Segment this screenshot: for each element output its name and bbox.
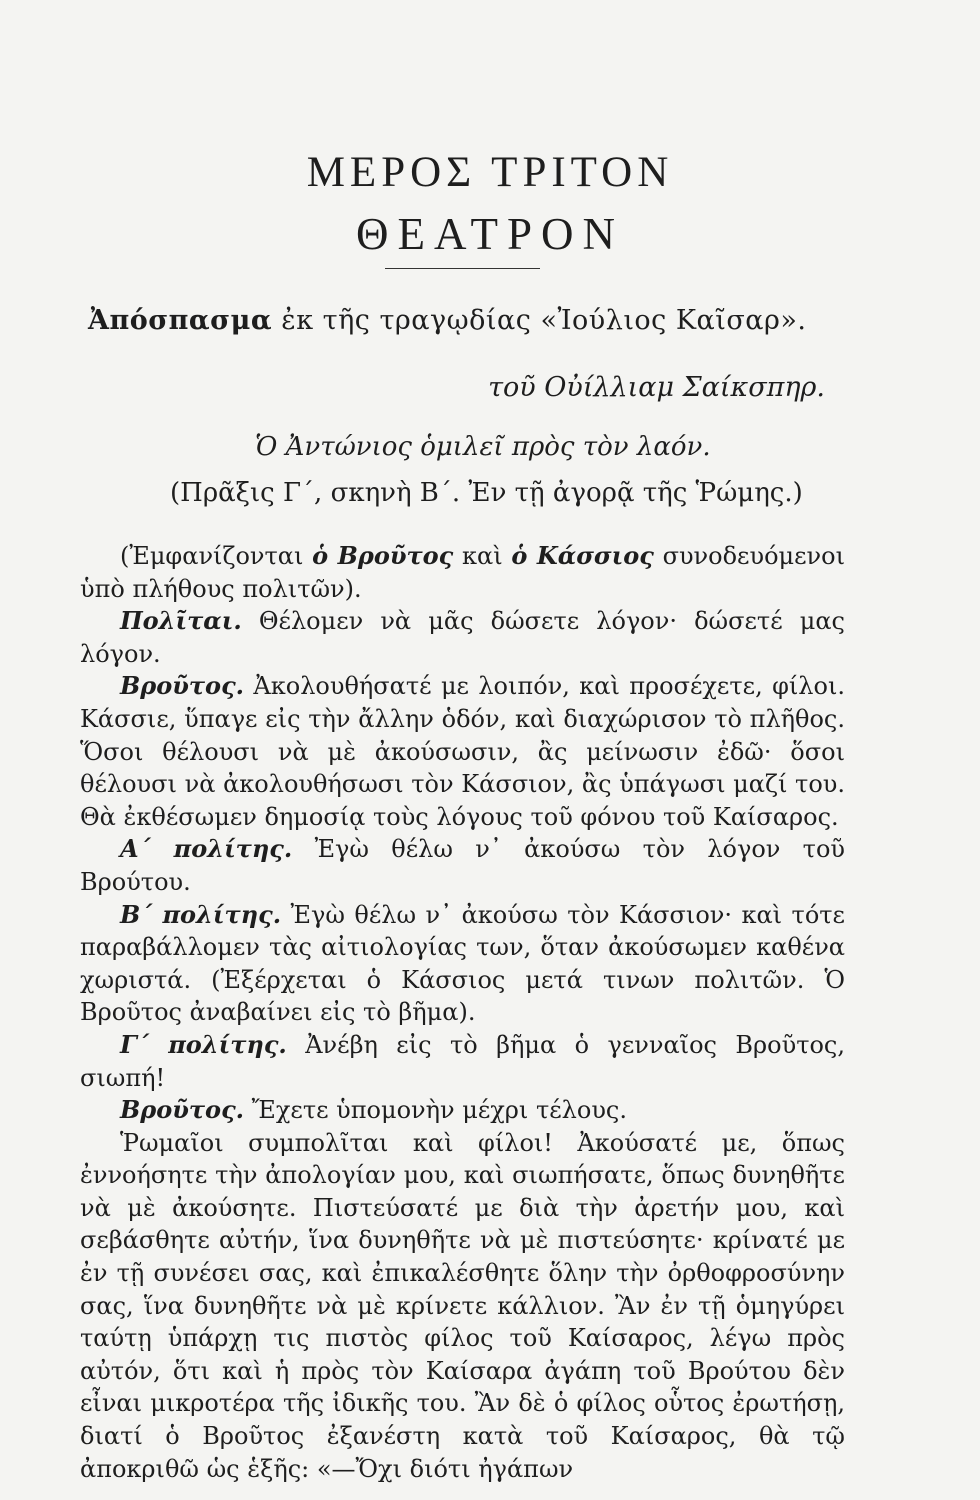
- dialogue-line: Γ΄ πολίτης. Ἀνέβη εἰς τὸ βῆμα ὁ γενναῖος Βροῦτος, σιωπή!: [80, 1029, 845, 1092]
- play-text: [80, 540, 845, 1485]
- scene-heading: Ὁ Ἀντώνιος ὁμιλεῖ πρὸς τὸν λαόν.: [255, 432, 711, 462]
- speaker-name: Βροῦτος.: [120, 671, 245, 701]
- dialogue-line: Α΄ πολίτης. Ἐγὼ θέλω ν᾿ ἀκούσω τὸν λόγον τοῦ Βρούτου.: [80, 834, 845, 896]
- excerpt-heading: [88, 305, 868, 336]
- section-title: ΘΕΑΤΡΟΝ: [355, 209, 625, 259]
- dialogue-line: Βροῦτος. Ἀκολουθήσατέ με λοιπόν, καὶ προσέχετε, φίλοι. Κάσσιε, ὕπαγε εἰς τὴν ἄλλην ὁδόν, καὶ διαχώρισον τὸ πλῆθος. Ὅσοι θέλουσι νὰ μὲ ἀκούσωσιν, ἂς μείνωσιν ἐδῶ· ὅσοι θέλουσι νὰ ἀκολουθήσωσι τὸν Κάσσιον, ἂς ὑπάγωσι μαζί του. Θὰ ἐκθέσωμεν δημοσίᾳ τοὺς λόγους τοῦ φόνου τοῦ Καίσαρος.: [80, 671, 845, 831]
- speech-paragraph: Ῥωμαῖοι συμπολῖται καὶ φίλοι! Ἀκούσατέ με, ὅπως ἐννοήσητε τὴν ἀπολογίαν μου, καὶ σιωπήσατε, ὅπως δυνηθῆτε νὰ μὲ ἀκούσητε. Πιστεύσατέ με διὰ τὴν ἀρετήν μου, καὶ σεβάσθητε αὐτήν, ἵνα δυνηθῆτε νὰ μὲ πιστεύσητε· κρίνατέ με ἐν τῇ συνέσει σας, καὶ ἐπικαλέσθητε ὅλην τὴν ὀρθοφροσύνην σας, ἵνα δυνηθῆτε νὰ μὲ κρίνετε κάλλιον. Ἂν ἐν τῇ ὁμηγύρει ταύτῃ ὑπάρχῃ τις πιστὸς φίλος τοῦ Καίσαρος, λέγω πρὸς αὐτόν, ὅτι καὶ ἡ πρὸς τὸν Καίσαρα ἀγάπη τοῦ Βρούτου δὲν εἶναι μικροτέρα τῆς ἰδικῆς του. Ἂν δὲ ὁ φίλος οὗτος ἐρωτήσῃ, διατί ὁ Βροῦτος ἐξανέστη κατὰ τοῦ Καίσαρος, θὰ τῷ ἀποκριθῶ ὡς ἑξῆς: «—Ὄχι διότι ἠγάπων: [80, 1128, 845, 1483]
- speaker-name: Βροῦτος.: [120, 1095, 245, 1125]
- title-divider: [385, 268, 540, 269]
- part-title: ΜΕΡΟΣ ΤΡΙΤΟΝ: [306, 149, 674, 196]
- author-line: τοῦ Οὐίλλιαμ Σαίκσπηρ.: [488, 372, 825, 403]
- dialogue-line: Βροῦτος. Ἔχετε ὑπομονὴν μέχρι τέλους.: [120, 1095, 627, 1125]
- speaker-name: Α΄ πολίτης.: [120, 834, 293, 864]
- speaker-name: Πολῖται.: [120, 606, 242, 636]
- speaker-name: Β΄ πολίτης.: [120, 899, 282, 929]
- stage-direction: (Ἐμφανίζονται ὁ Βροῦτος καὶ ὁ Κάσσιος συνοδευόμενοι ὑπὸ πλήθους πολιτῶν).: [80, 541, 846, 603]
- speaker-name: Γ΄ πολίτης.: [120, 1029, 287, 1059]
- dialogue-line: Β΄ πολίτης. Ἐγὼ θέλω ν᾿ ἀκούσω τὸν Κάσσιον· καὶ τότε παραβάλλομεν τὰς αἰτιολογίας των, ὅταν ἀκούσωμεν καθένα χωριστά. (Ἐξέρχεται ὁ Κάσσιος μετά τινων πολιτῶν. Ὁ Βροῦτος ἀναβαίνει εἰς τὸ βῆμα).: [80, 899, 845, 1027]
- dialogue-line: Πολῖται. Θέλομεν νὰ μᾶς δώσετε λόγον· δώσετέ μας λόγον.: [80, 606, 845, 668]
- excerpt-lead: Ἀπόσπασμα: [88, 305, 273, 336]
- excerpt-source: ἐκ τῆς τραγῳδίας «Ἰούλιος Καῖσαρ».: [272, 305, 807, 336]
- scene-setting: (Πρᾶξις Γ΄, σκηνὴ Β΄. Ἐν τῇ ἀγορᾷ τῆς Ῥώμης.): [170, 478, 803, 508]
